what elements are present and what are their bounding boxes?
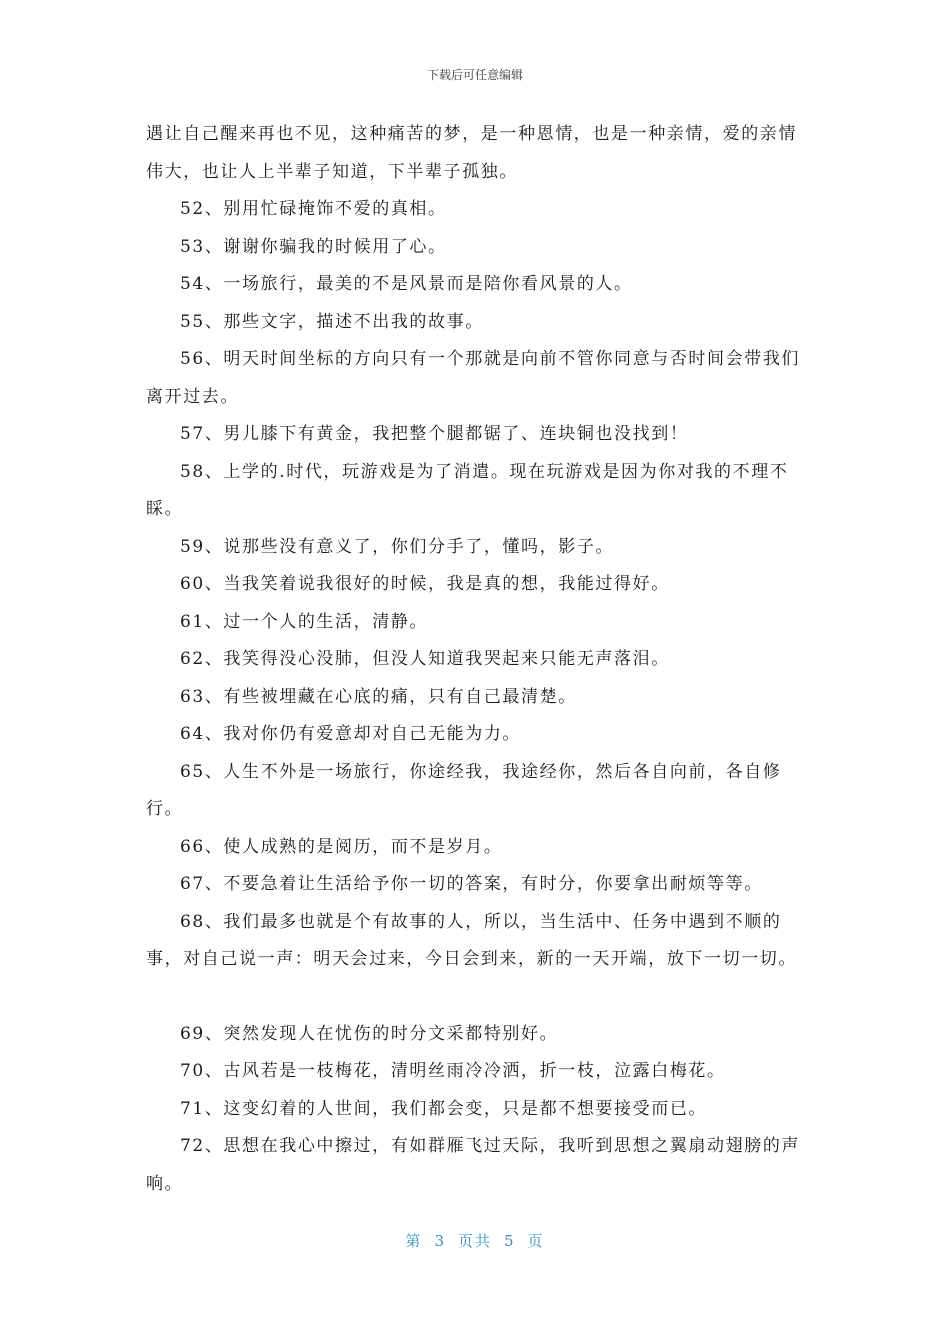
paragraph-63: 63、有些被埋藏在心底的痛，只有自己最清楚。 [180,686,577,707]
paragraph-68: 68、我们最多也就是个有故事的人，所以，当生活中、任务中遇到不顺的事，对自己说一声：明天会过来，今日会到来，新的一天开端，放下一切一切。 [146,911,797,969]
paragraph-56: 56、明天时间坐标的方向只有一个那就是向前不管你同意与否时间会带我们离开过去。 [146,349,801,407]
paragraph-66: 66、使人成熟的是阅历，而不是岁月。 [180,836,503,857]
paragraph-58: 58、上学的.时代，玩游戏是为了消遣。现在玩游戏是因为你对我的不理不睬。 [146,461,789,519]
paragraph-65: 65、人生不外是一场旅行，你途经我，我途经你，然后各自向前，各自修行。 [146,761,782,819]
page-prefix: 第 [405,1232,423,1250]
paragraph-69: 69、突然发现人在忧伤的时分文采都特别好。 [180,1023,559,1044]
paragraph-61: 61、过一个人的生活，清静。 [180,611,429,632]
blank-line [146,979,802,1016]
page-total: 5 [504,1232,516,1250]
paragraph-62: 62、我笑得没心没肺，但没人知道我哭起来只能无声落泪。 [180,649,670,669]
page-middle: 页共 [457,1232,492,1250]
paragraph-continued: 遇让自己醒来再也不见，这种痛苦的梦，是一种恩情，也是一种亲情，爱的亲情伟大，也让人上半辈子知道，下半辈子孤独。 [146,124,797,182]
page-footer [0,1230,950,1251]
paragraph-54: 54、一场旅行，最美的不是风景而是陪你看风景的人。 [180,274,633,294]
page-suffix: 页 [527,1232,545,1250]
paragraph-57: 57、男儿膝下有黄金，我把整个腿都锯了、连块铜也没找到！ [180,424,689,444]
paragraph-70: 70、古风若是一枝梅花，清明丝雨冷冷洒，折一枝，泣露白梅花。 [180,1061,726,1081]
page-header: 下载后可任意编辑 [426,68,523,82]
paragraph-67: 67、不要急着让生活给予你一切的答案，有时分，你要拿出耐烦等等。 [180,874,763,894]
paragraph-64: 64、我对你仍有爱意却对自己无能为力。 [180,724,522,744]
paragraph-59: 59、说那些没有意义了，你们分手了，懂吗，影子。 [180,536,615,557]
paragraph-72: 72、思想在我心中擦过，有如群雁飞过天际，我听到思想之翼扇动翅膀的声响。 [146,1136,801,1194]
paragraph-53: 53、谢谢你骗我的时候用了心。 [180,236,447,257]
paragraph-60: 60、当我笑着说我很好的时候，我是真的想，我能过得好。 [180,574,670,594]
paragraph-55: 55、那些文字，描述不出我的故事。 [180,311,484,332]
paragraph-52: 52、别用忙碌掩饰不爱的真相。 [180,199,447,219]
page-number: 3 [434,1232,446,1250]
paragraph-71: 71、这变幻着的人世间，我们都会变，只是都不想要接受而已。 [180,1098,708,1119]
document-body [146,116,802,1203]
